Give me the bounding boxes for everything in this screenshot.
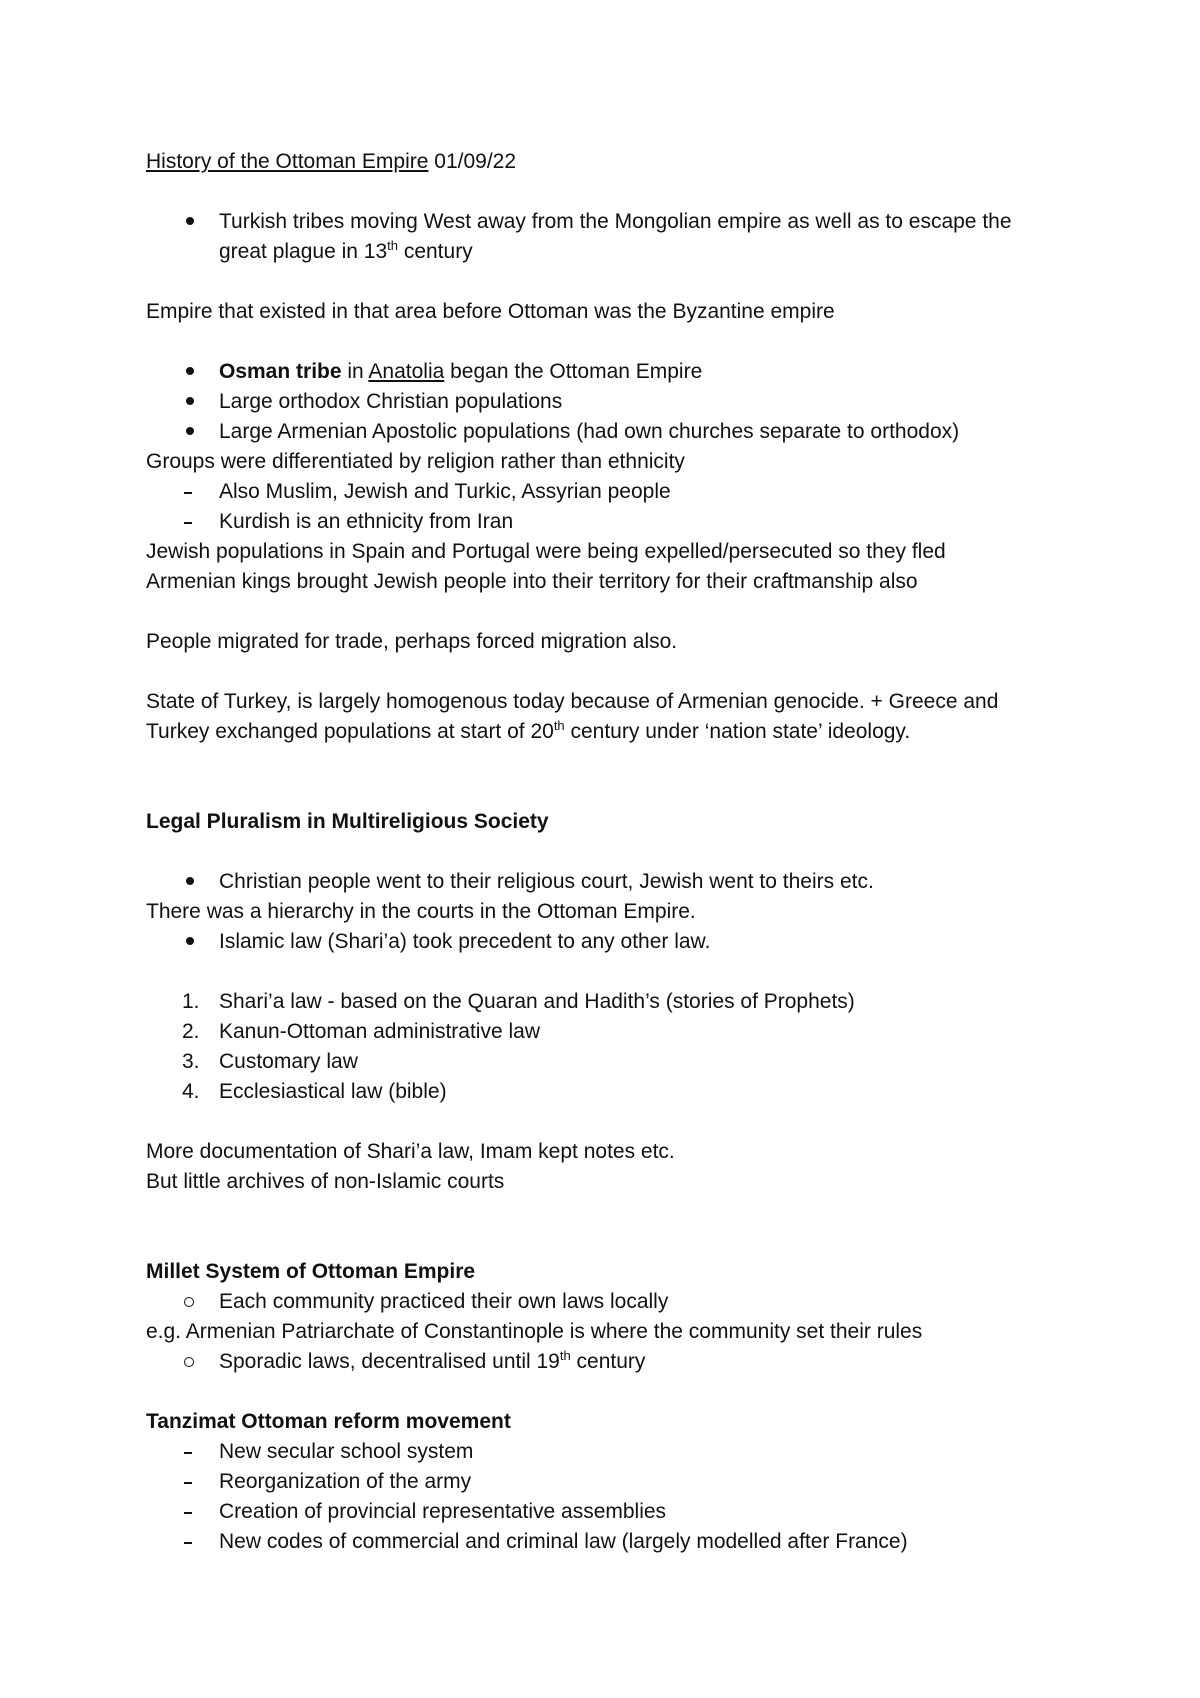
list-item: New codes of commercial and criminal law (largely modelled after France) (219, 1530, 908, 1553)
list-item: Turkish tribes moving West away from the Mongolian empire as well as to escape the great plague in 13th century (219, 210, 1012, 263)
paragraph: More documentation of Shari’a law, Imam kept notes etc. (146, 1140, 675, 1163)
paragraph: But little archives of non-Islamic courts (146, 1170, 505, 1193)
tanzimat-dashes (146, 1437, 1076, 1557)
list-item: Kurdish is an ethnicity from Iran (219, 510, 514, 533)
millet-circles (146, 1287, 1076, 1317)
population-bullets (146, 357, 1076, 447)
list-item: Large Armenian Apostolic populations (had own churches separate to orthodox) (219, 420, 960, 443)
title-line (146, 147, 1076, 177)
millet-circles-2 (146, 1347, 1076, 1377)
list-item: Osman tribe in Anatolia began the Ottoman Empire (219, 360, 703, 383)
list-item: 1. Shari’a law - based on the Quaran and Hadith’s (stories of Prophets) (182, 990, 855, 1013)
paragraph: Groups were differentiated by religion rather than ethnicity (146, 450, 685, 473)
paragraph: People migrated for trade, perhaps forced migration also. (146, 630, 678, 653)
list-item: Each community practiced their own laws locally (219, 1290, 669, 1313)
paragraph: Armenian kings brought Jewish people into their territory for their craftmanship also (146, 570, 918, 593)
list-item: 4. Ecclesiastical law (bible) (182, 1080, 447, 1103)
section-heading-legal: Legal Pluralism in Multireligious Society (146, 810, 549, 833)
list-item: Christian people went to their religious court, Jewish went to theirs etc. (219, 870, 874, 893)
legal-bullets-2 (146, 927, 1076, 957)
list-item: Reorganization of the army (219, 1470, 472, 1493)
paragraph: There was a hierarchy in the courts in the Ottoman Empire. (146, 900, 696, 923)
paragraph: State of Turkey, is largely homogenous today because of Armenian genocide. + Greece and Turkey exchanged populations at start of 20th century under ‘nation state’ ideology. (146, 690, 999, 743)
legal-bullets (146, 867, 1076, 897)
paragraph: e.g. Armenian Patriarchate of Constantinople is where the community set their rules (146, 1320, 923, 1343)
list-item: Islamic law (Shari’a) took precedent to any other law. (219, 930, 711, 953)
list-item: 2. Kanun-Ottoman administrative law (182, 1020, 540, 1043)
list-item: New secular school system (219, 1440, 474, 1463)
group-dashes (146, 477, 1076, 537)
section-heading-millet: Millet System of Ottoman Empire (146, 1260, 476, 1283)
page-title: History of the Ottoman Empire (146, 150, 429, 173)
list-item: Sporadic laws, decentralised until 19th century (219, 1348, 646, 1373)
intro-bullets (146, 207, 1076, 267)
law-hierarchy-list (146, 987, 1076, 1107)
page-date: 01/09/22 (434, 150, 517, 173)
document-content (146, 147, 1076, 1557)
list-item: Creation of provincial representative assemblies (219, 1500, 667, 1523)
paragraph: Empire that existed in that area before Ottoman was the Byzantine empire (146, 300, 835, 323)
list-item: 3. Customary law (182, 1050, 358, 1073)
list-item: Also Muslim, Jewish and Turkic, Assyrian people (219, 480, 671, 503)
list-item: Large orthodox Christian populations (219, 390, 563, 413)
paragraph: Jewish populations in Spain and Portugal were being expelled/persecuted so they fled (146, 540, 946, 563)
section-heading-tanzimat: Tanzimat Ottoman reform movement (146, 1410, 511, 1433)
